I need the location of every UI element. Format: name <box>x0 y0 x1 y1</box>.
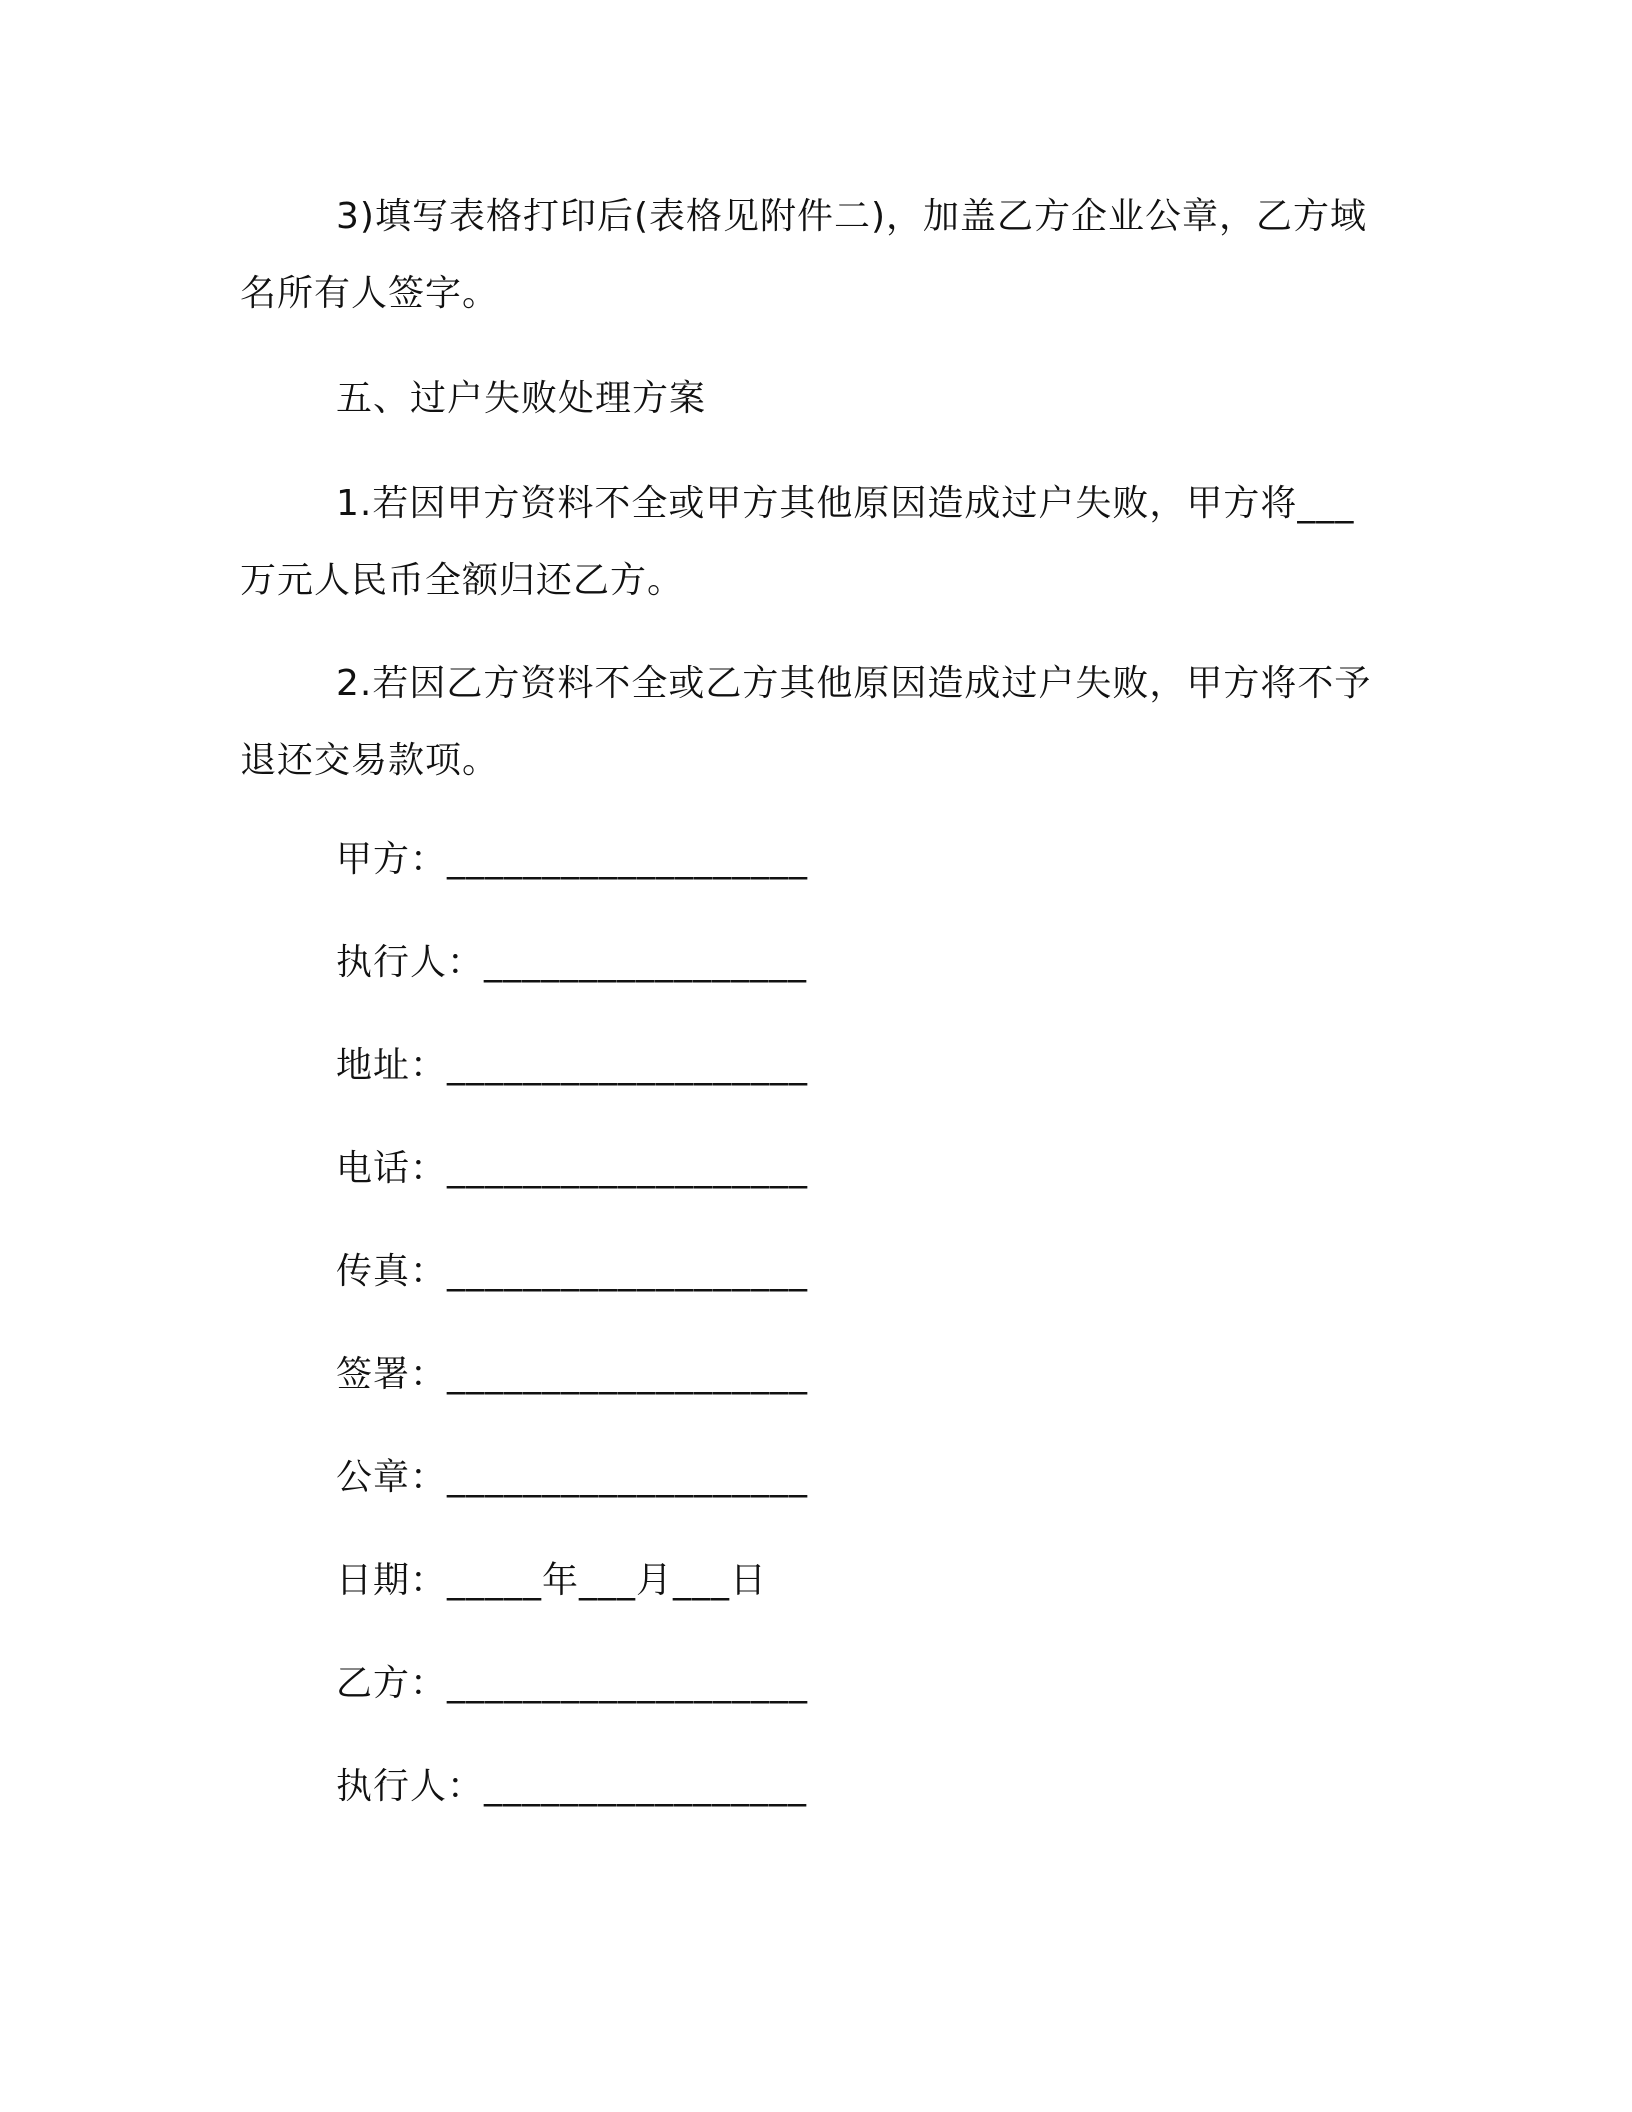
signature-line-address: 地址：___________________ <box>336 1045 809 1086</box>
signature-line-party-a: 甲方：___________________ <box>336 839 809 880</box>
signature-line-seal: 公章：___________________ <box>336 1457 809 1498</box>
signature-line-executor-a: 执行人：_________________ <box>336 942 808 983</box>
signature-line-signed: 签署：___________________ <box>336 1354 809 1395</box>
section-heading-transfer-failure <box>240 360 1390 437</box>
signature-line-date: 日期：_____年___月___日 <box>336 1560 768 1601</box>
signature-line-executor-b: 执行人：_________________ <box>336 1766 808 1807</box>
paragraph-text: 3)填写表格打印后(表格见附件二)，加盖乙方企业公章，乙方域名所有人签字。 <box>240 196 1368 314</box>
signature-line-party-b: 乙方：___________________ <box>336 1663 809 1704</box>
paragraph-text: 2.若因乙方资料不全或乙方其他原因造成过户失败，甲方将不予退还交易款项。 <box>240 663 1372 781</box>
paragraph-fill-form <box>240 178 1390 332</box>
paragraph-text: 1.若因甲方资料不全或甲方其他原因造成过户失败，甲方将___万元人民币全额归还乙方。 <box>240 483 1355 601</box>
paragraph-party-b-failure <box>240 645 1390 799</box>
heading-text: 五、过户失败处理方案 <box>336 378 707 419</box>
paragraph-party-a-failure <box>240 465 1390 619</box>
signature-line-phone: 电话：___________________ <box>336 1148 809 1189</box>
signature-line-fax: 传真：___________________ <box>336 1251 809 1292</box>
